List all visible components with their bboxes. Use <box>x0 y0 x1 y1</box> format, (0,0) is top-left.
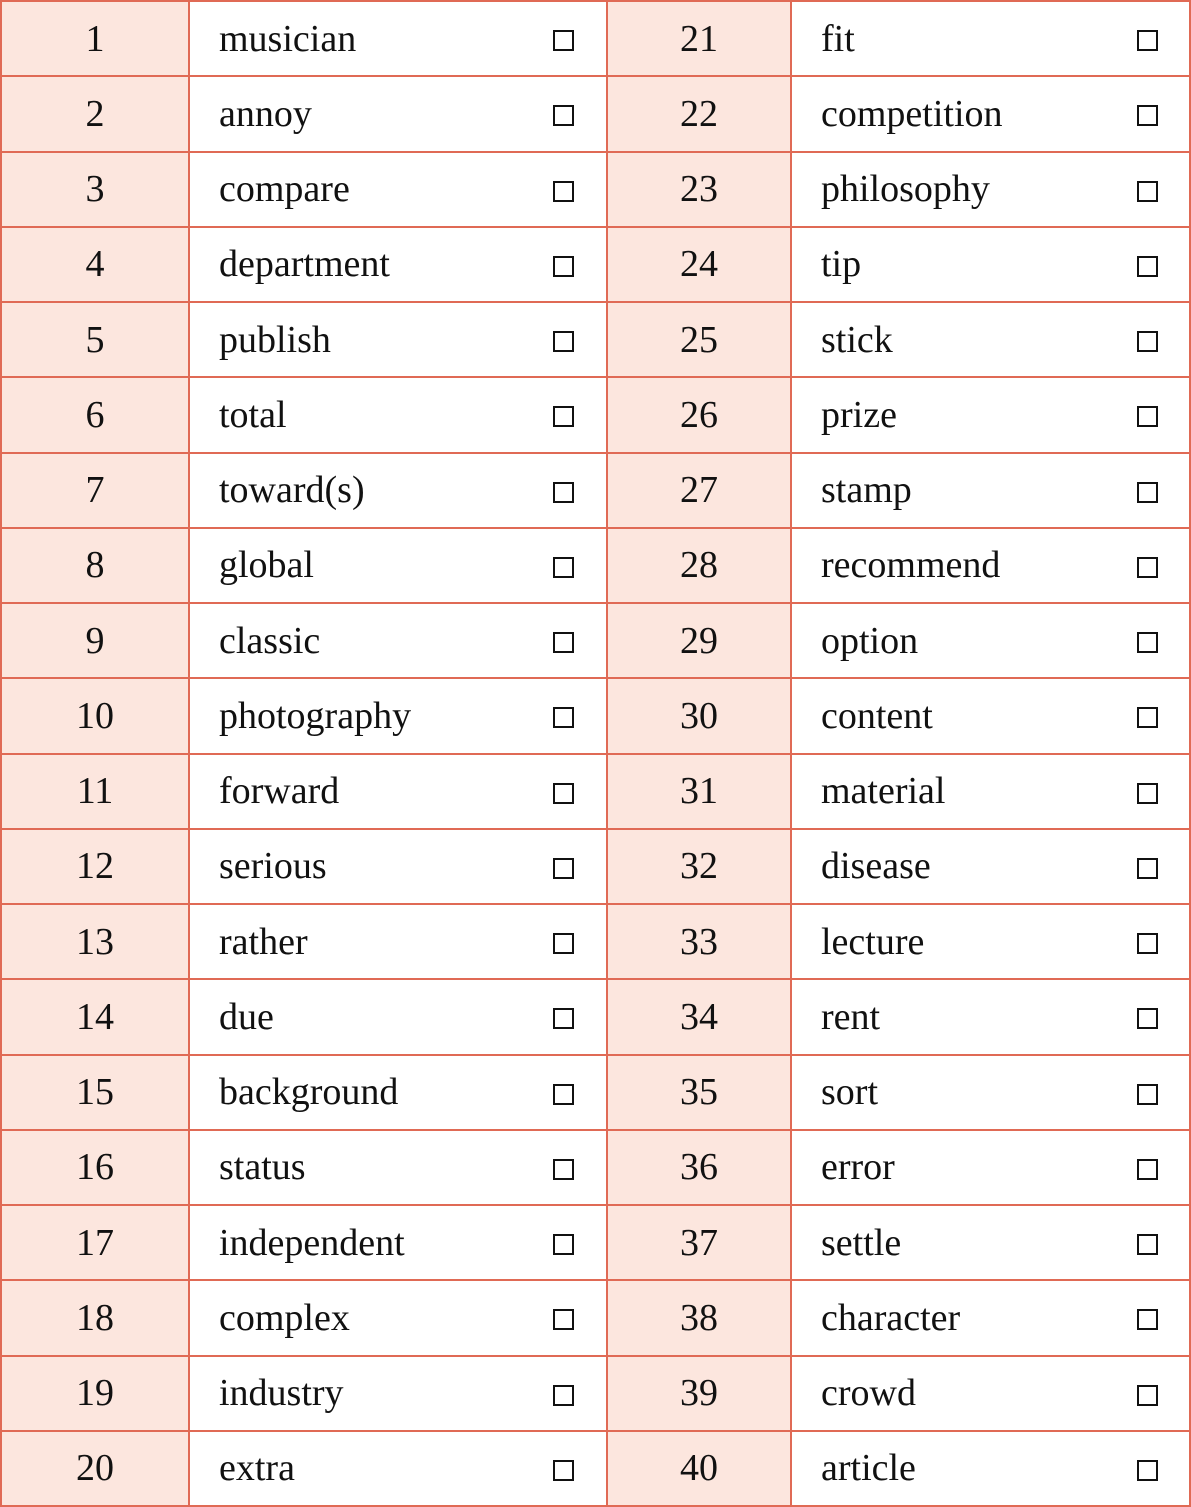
word-entry-cell <box>190 1281 606 1354</box>
checkbox[interactable] <box>1137 1084 1158 1105</box>
word-entry-cell <box>792 303 1189 376</box>
word-number-cell <box>2 303 188 376</box>
word-number: 9 <box>85 619 105 662</box>
word-number: 36 <box>680 1146 718 1189</box>
word-entry: background <box>219 1071 399 1114</box>
word-number-cell <box>608 228 790 301</box>
word-entry: option <box>821 619 919 662</box>
word-number: 40 <box>680 1447 718 1490</box>
checkbox[interactable] <box>553 933 574 954</box>
word-number: 26 <box>680 393 718 436</box>
checkbox[interactable] <box>553 482 574 503</box>
word-number: 25 <box>680 318 718 361</box>
word-entry: competition <box>821 92 1003 135</box>
word-entry-cell <box>792 679 1189 752</box>
word-number: 12 <box>76 845 114 888</box>
checkbox[interactable] <box>1137 1234 1158 1255</box>
checkbox[interactable] <box>553 1385 574 1406</box>
word-entry-cell <box>792 1432 1189 1505</box>
word-entry: department <box>219 243 390 286</box>
word-number: 21 <box>680 17 718 60</box>
checkbox[interactable] <box>1137 105 1158 126</box>
word-number: 28 <box>680 544 718 587</box>
word-entry: content <box>821 694 933 737</box>
checkbox[interactable] <box>1137 783 1158 804</box>
word-number-cell <box>608 153 790 226</box>
word-number: 29 <box>680 619 718 662</box>
word-entry: stick <box>821 318 893 361</box>
word-entry-cell <box>190 2 606 75</box>
word-number: 38 <box>680 1296 718 1339</box>
word-number: 30 <box>680 694 718 737</box>
checkbox[interactable] <box>1137 1309 1158 1330</box>
word-number: 23 <box>680 168 718 211</box>
checkbox[interactable] <box>1137 30 1158 51</box>
word-entry-cell <box>190 755 606 828</box>
word-number-cell <box>2 905 188 978</box>
checkbox[interactable] <box>1137 933 1158 954</box>
word-entry: annoy <box>219 92 312 135</box>
checkbox[interactable] <box>1137 256 1158 277</box>
word-number: 18 <box>76 1296 114 1339</box>
word-number: 15 <box>76 1071 114 1114</box>
checkbox[interactable] <box>553 783 574 804</box>
checkbox[interactable] <box>1137 1385 1158 1406</box>
word-entry: rather <box>219 920 308 963</box>
word-number-cell <box>2 1056 188 1129</box>
checkbox[interactable] <box>1137 1008 1158 1029</box>
word-number-cell <box>2 679 188 752</box>
word-entry-cell <box>792 2 1189 75</box>
word-entry-cell <box>190 1131 606 1204</box>
word-number-cell <box>2 2 188 75</box>
word-entry: global <box>219 544 314 587</box>
word-entry: disease <box>821 845 931 888</box>
word-entry-cell <box>792 830 1189 903</box>
word-number-cell <box>608 303 790 376</box>
checkbox[interactable] <box>553 1234 574 1255</box>
word-entry: status <box>219 1146 306 1189</box>
word-number-cell <box>608 454 790 527</box>
word-number-cell <box>608 529 790 602</box>
checkbox[interactable] <box>553 632 574 653</box>
word-number-cell <box>2 1281 188 1354</box>
word-entry: serious <box>219 845 327 888</box>
checkbox[interactable] <box>553 105 574 126</box>
word-entry: tip <box>821 243 862 286</box>
word-number-cell <box>2 378 188 451</box>
word-entry: error <box>821 1146 895 1189</box>
word-entry: extra <box>219 1447 295 1490</box>
word-entry-cell <box>190 1432 606 1505</box>
word-entry-cell <box>190 980 606 1053</box>
word-number-cell <box>608 830 790 903</box>
checkbox[interactable] <box>553 557 574 578</box>
word-number: 32 <box>680 845 718 888</box>
word-entry: philosophy <box>821 168 990 211</box>
checkbox[interactable] <box>553 1159 574 1180</box>
checkbox[interactable] <box>553 331 574 352</box>
checkbox[interactable] <box>1137 1460 1158 1481</box>
word-number: 10 <box>76 694 114 737</box>
word-number: 13 <box>76 920 114 963</box>
checkbox[interactable] <box>553 1309 574 1330</box>
word-number: 3 <box>85 168 105 211</box>
word-entry: lecture <box>821 920 925 963</box>
word-number: 6 <box>85 393 105 436</box>
word-number: 24 <box>680 243 718 286</box>
word-entry-cell <box>190 604 606 677</box>
word-number: 35 <box>680 1071 718 1114</box>
word-entry-cell <box>792 1131 1189 1204</box>
word-entry-cell <box>190 378 606 451</box>
checkbox[interactable] <box>553 707 574 728</box>
checkbox[interactable] <box>1137 707 1158 728</box>
word-number-cell <box>2 1357 188 1430</box>
word-entry: rent <box>821 995 881 1038</box>
word-entry-cell <box>792 980 1189 1053</box>
word-number-cell <box>608 905 790 978</box>
word-number: 22 <box>680 92 718 135</box>
word-number-cell <box>2 153 188 226</box>
word-number: 7 <box>85 469 105 512</box>
word-number-cell <box>2 454 188 527</box>
word-number: 5 <box>85 318 105 361</box>
checkbox[interactable] <box>553 30 574 51</box>
word-entry-cell <box>190 303 606 376</box>
word-entry-cell <box>792 1056 1189 1129</box>
word-number-cell <box>608 604 790 677</box>
word-entry: stamp <box>821 469 912 512</box>
word-entry-cell <box>792 529 1189 602</box>
checkbox[interactable] <box>553 1084 574 1105</box>
word-entry: prize <box>821 393 897 436</box>
word-entry-cell <box>190 454 606 527</box>
word-number: 39 <box>680 1372 718 1415</box>
word-entry-cell <box>792 454 1189 527</box>
checkbox[interactable] <box>1137 632 1158 653</box>
word-entry-cell <box>190 1206 606 1279</box>
word-number: 8 <box>85 544 105 587</box>
word-number-cell <box>608 1206 790 1279</box>
word-number-cell <box>608 378 790 451</box>
word-number-cell <box>2 228 188 301</box>
checkbox[interactable] <box>553 858 574 879</box>
word-entry: material <box>821 770 946 813</box>
word-entry-cell <box>190 1357 606 1430</box>
word-entry: musician <box>219 17 357 60</box>
word-entry: publish <box>219 318 331 361</box>
checkbox[interactable] <box>553 181 574 202</box>
word-entry: sort <box>821 1071 878 1114</box>
word-entry: industry <box>219 1372 344 1415</box>
word-number-cell <box>2 980 188 1053</box>
checkbox[interactable] <box>553 1008 574 1029</box>
word-number: 34 <box>680 995 718 1038</box>
word-entry: toward(s) <box>219 469 365 512</box>
checkbox[interactable] <box>1137 181 1158 202</box>
checkbox[interactable] <box>1137 406 1158 427</box>
word-entry-cell <box>792 1206 1189 1279</box>
word-number: 19 <box>76 1372 114 1415</box>
word-number-cell <box>2 77 188 150</box>
word-entry-cell <box>190 228 606 301</box>
word-number-cell <box>608 1432 790 1505</box>
word-number-cell <box>608 755 790 828</box>
checkbox[interactable] <box>1137 557 1158 578</box>
checkbox[interactable] <box>1137 482 1158 503</box>
word-number: 17 <box>76 1221 114 1264</box>
checkbox[interactable] <box>1137 331 1158 352</box>
word-entry: character <box>821 1296 961 1339</box>
word-number: 2 <box>85 92 105 135</box>
word-entry: complex <box>219 1296 350 1339</box>
word-entry-cell <box>190 529 606 602</box>
word-number-cell <box>2 529 188 602</box>
word-entry: forward <box>219 770 340 813</box>
word-entry-cell <box>792 228 1189 301</box>
checkbox[interactable] <box>1137 858 1158 879</box>
word-entry: photography <box>219 694 412 737</box>
word-entry-cell <box>792 1281 1189 1354</box>
word-number-cell <box>2 830 188 903</box>
word-number: 14 <box>76 995 114 1038</box>
word-number-cell <box>608 2 790 75</box>
word-number-cell <box>608 980 790 1053</box>
word-number-cell <box>608 1281 790 1354</box>
word-entry: settle <box>821 1221 902 1264</box>
word-number-cell <box>2 755 188 828</box>
word-number-cell <box>2 1206 188 1279</box>
word-entry-cell <box>190 77 606 150</box>
word-number-cell <box>608 1357 790 1430</box>
word-entry-cell <box>792 604 1189 677</box>
word-number: 16 <box>76 1146 114 1189</box>
word-number-cell <box>2 604 188 677</box>
word-entry: independent <box>219 1221 405 1264</box>
checkbox[interactable] <box>553 406 574 427</box>
word-entry: classic <box>219 619 321 662</box>
word-number: 4 <box>85 243 105 286</box>
word-entry: article <box>821 1447 916 1490</box>
word-number: 31 <box>680 770 718 813</box>
word-entry: fit <box>821 17 855 60</box>
checkbox[interactable] <box>553 256 574 277</box>
word-number-cell <box>2 1432 188 1505</box>
word-entry-cell <box>792 378 1189 451</box>
word-number: 27 <box>680 469 718 512</box>
word-entry: crowd <box>821 1372 916 1415</box>
word-number: 33 <box>680 920 718 963</box>
word-entry-cell <box>190 905 606 978</box>
word-number: 11 <box>76 770 114 813</box>
word-entry: total <box>219 393 287 436</box>
word-entry-cell <box>792 77 1189 150</box>
word-number-cell <box>2 1131 188 1204</box>
word-entry-cell <box>190 830 606 903</box>
word-entry-cell <box>792 153 1189 226</box>
word-number: 20 <box>76 1447 114 1490</box>
word-entry: due <box>219 995 274 1038</box>
word-number: 1 <box>85 17 105 60</box>
checkbox[interactable] <box>1137 1159 1158 1180</box>
word-number-cell <box>608 1056 790 1129</box>
word-entry-cell <box>792 905 1189 978</box>
word-entry: compare <box>219 168 350 211</box>
word-entry-cell <box>190 153 606 226</box>
word-entry: recommend <box>821 544 1001 587</box>
word-entry-cell <box>190 679 606 752</box>
word-number-cell <box>608 77 790 150</box>
word-entry-cell <box>190 1056 606 1129</box>
word-entry-cell <box>792 755 1189 828</box>
word-number: 37 <box>680 1221 718 1264</box>
checkbox[interactable] <box>553 1460 574 1481</box>
word-number-cell <box>608 679 790 752</box>
word-number-cell <box>608 1131 790 1204</box>
word-entry-cell <box>792 1357 1189 1430</box>
